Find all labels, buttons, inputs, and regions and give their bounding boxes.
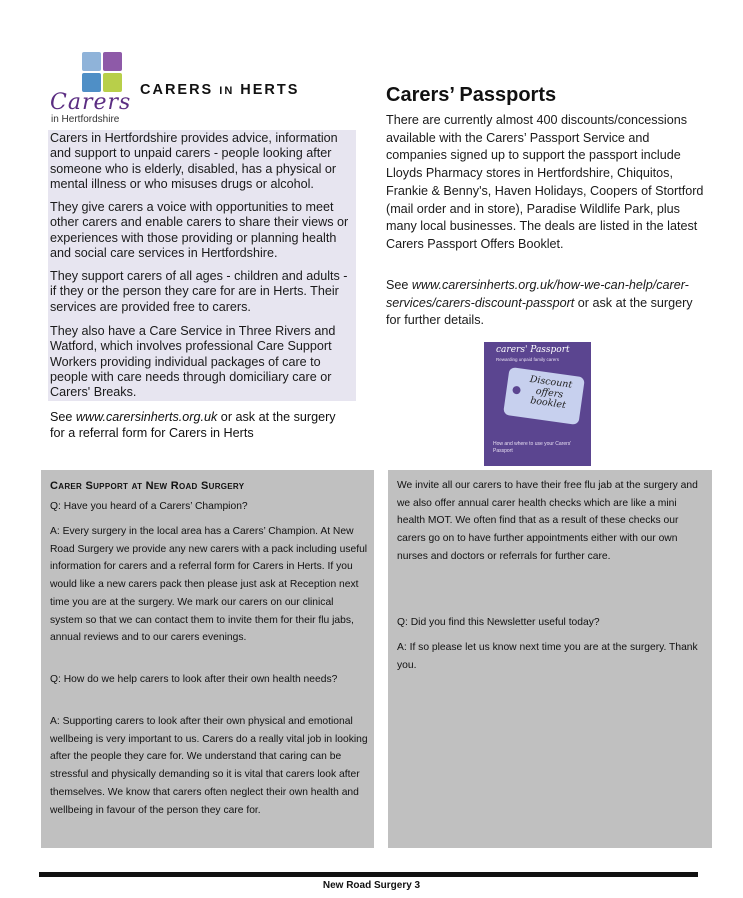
- carers-in-herts-heading: CARERS IN HERTS: [140, 82, 300, 98]
- intro-paragraph: Carers in Hertfordshire provides advice, information and support to unpaid carers - people looking after someone who is elderly, disabled, has a physical or mental illness or who misuses drugs or alcohol.: [50, 131, 338, 191]
- intro-paragraph: They give carers a voice with opportunities to meet other carers and enable carers to share their views or experiences with those providing or planning health and social care services in Hertfordshire.: [50, 200, 349, 260]
- answer: A: Supporting carers to look after their own physical and emotional wellbeing is very important to us. Carers do a really vital job in looking after the people they care for. We understand that caring can be stressful and physically demanding so it is vital that carers look after themselves. We know that carers often neglect their own health and wellbeing in favour of the person they care for.: [50, 716, 368, 816]
- carer-support-panel: [41, 470, 374, 848]
- question: Q: Did you find this Newsletter useful today?: [397, 617, 600, 628]
- referral-note: See www.carersinherts.org.uk or ask at the surgery for a referral form for Carers in Herts: [50, 410, 336, 440]
- question: Q: How do we help carers to look after their own health needs?: [50, 674, 338, 685]
- intro-paragraph: They support carers of all ages - children and adults - if they or the person they care for are in Herts. Their services are provided free to carers.: [50, 269, 348, 314]
- carer-health-panel: [388, 470, 712, 848]
- passport-website-link[interactable]: www.carersinherts.org.uk/how-we-can-help/carer-services/carers-discount-passport: [386, 278, 689, 310]
- panel-title: Carer Support at New Road Surgery: [50, 480, 245, 492]
- footer-rule: [39, 872, 698, 877]
- luggage-tag-icon: Discount offers booklet: [503, 367, 585, 425]
- page-footer: New Road Surgery 3: [322, 880, 421, 891]
- logo-wordmark: Carers: [50, 90, 132, 115]
- intro-paragraph: They also have a Care Service in Three Rivers and Watford, which involves professional Care Support Workers providing individual packages of care to people with care needs through domiciliary care or Carers' Breaks.: [50, 324, 336, 400]
- passport-see-note: See www.carersinherts.org.uk/how-we-can-help/carer-services/carers-discount-passport or ask at the surgery for further details.: [386, 278, 693, 328]
- discount-booklet-image: carers' Passport Rewarding unpaid family carers Discount offers booklet How and where to use your Carers' Passport: [484, 342, 591, 466]
- logo-squares-icon: [82, 52, 124, 94]
- panel-paragraph: We invite all our carers to have their free flu jab at the surgery and we also offer annual carer health checks which are like a mini health MOT. We often find that as a result of these checks our carers go on to have further appointments either with our own nurses and doctors or referrals for further care.: [397, 480, 698, 562]
- answer: A: Every surgery in the local area has a Carers’ Champion. At New Road Surgery we provide any new carers with a pack including useful information for carers and a referral form for Carers in Herts. If you would like a new carers pack then please just ask at Reception next time you are at the surgery. We mark our carers on our clinical system so that we can contact them to invite them for their flu jabs, annual reviews and to our carers evenings.: [50, 526, 368, 644]
- logo-subtitle: in Hertfordshire: [51, 114, 120, 125]
- carers-website-link[interactable]: www.carersinherts.org.uk: [75, 410, 218, 424]
- carers-in-herts-logo: [50, 52, 140, 127]
- question: Q: Have you heard of a Carers’ Champion?: [50, 501, 248, 512]
- passport-paragraph: There are currently almost 400 discounts/concessions available with the Carers’ Passport Service and companies signed up to support the passport include Lloyds Pharmacy stores in Hertfordshire, Chiquitos, Frankie & Benny's, Haven Holidays, Coopers of Stortford (mail order and in store), Paradise Wildlife Park, plus many local businesses. The deals are listed in the latest Carers Passport Offers Booklet.: [386, 113, 704, 251]
- passport-heading: Carers’ Passports: [386, 84, 557, 106]
- intro-section: [48, 130, 356, 401]
- answer: A: If so please let us know next time you are at the surgery. Thank you.: [397, 642, 698, 671]
